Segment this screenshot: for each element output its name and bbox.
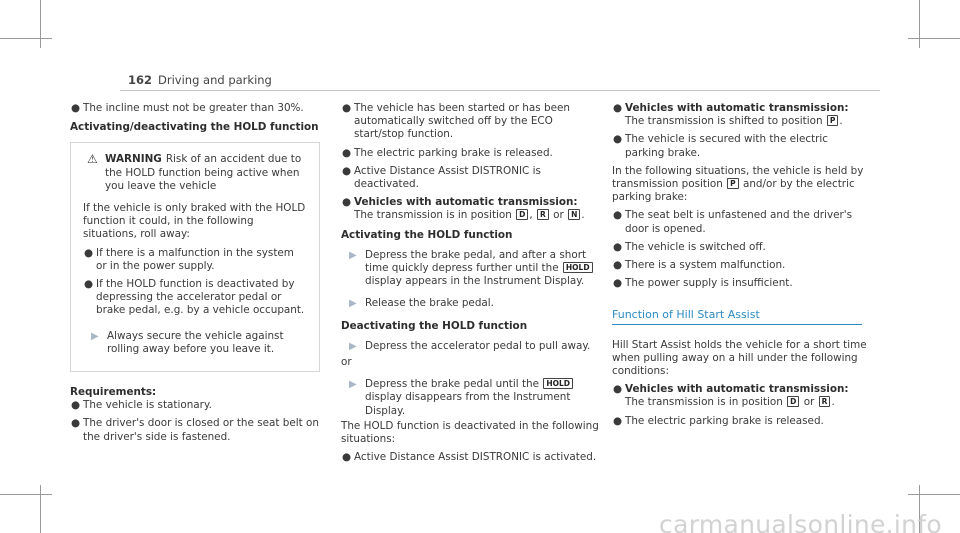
crop-mark (0, 494, 52, 495)
list-item: ● Active Distance Assist DISTRONIC is deactivated. (342, 164, 541, 191)
action-step: ▶ Depress the brake pedal until the HOLD display disappears from the Instrument Display. (341, 378, 599, 418)
list-item: ● If there is a malfunction in the system or in the power supply. (84, 246, 294, 272)
warning-lead: Risk of an accident due to the HOLD function being active when you leave the vehicle (105, 153, 302, 192)
gear-r-key-icon: R (819, 396, 831, 407)
gear-n-key-icon: N (568, 209, 580, 220)
action-step: ▶ Depress the brake pedal, and after a short time quickly depress further until the HOLD display appears in the Instrument Display. (341, 249, 599, 289)
crop-mark (40, 0, 41, 48)
section-name: Driving and parking (158, 73, 272, 87)
running-header (128, 74, 272, 87)
crop-mark (908, 494, 960, 495)
list-item: ● The driver's door is closed or the seat belt on the driver's side is fastened. (71, 417, 319, 443)
action-step: ▶ Always secure the vehicle against rolling away before you leave it. (91, 329, 284, 355)
action-arrow-icon: ▶ (349, 340, 357, 352)
list-item: ● Active Distance Assist DISTRONIC is activated. (342, 451, 597, 464)
list-item: ● Vehicles with automatic transmission: The transmission is in position D or R . (613, 383, 849, 409)
list-item: ● There is a system malfunction. (613, 259, 786, 272)
crop-mark (908, 38, 960, 39)
crop-mark (0, 38, 52, 39)
heading-activating-hold: Activating the HOLD function (341, 228, 513, 241)
column-2 (341, 102, 599, 469)
paragraph: The HOLD function is deactivated in the following situations: (341, 419, 599, 446)
bullet-icon: ● (342, 102, 352, 114)
list-item: ● The seat belt is unfastened and the driver's door is opened. (613, 209, 853, 235)
gear-d-key-icon: D (787, 396, 799, 407)
crop-mark (919, 0, 920, 48)
paragraph: Hill Start Assist holds the vehicle for a short time when pulling away on a hill under the following conditions: (612, 338, 867, 378)
paragraph: In the following situations, the vehicle is held by transmission position P and/or by the electric parking brake: (612, 164, 864, 204)
bullet-icon: ● (84, 246, 94, 259)
requirements-heading: Requirements: (70, 386, 157, 399)
list-item: ● The incline must not be greater than 30%. (71, 102, 304, 114)
action-arrow-icon: ▶ (349, 298, 357, 310)
list-item: ● The electric parking brake is released. (342, 146, 553, 159)
gear-d-key-icon: D (516, 209, 528, 220)
bullet-icon: ● (342, 451, 352, 464)
crop-mark (40, 485, 41, 533)
column-3 (612, 102, 870, 433)
bullet-icon: ● (613, 383, 623, 396)
bullet-icon: ● (613, 414, 623, 427)
warning-header (83, 153, 307, 193)
heading-deactivating-hold: Deactivating the HOLD function (341, 319, 528, 332)
header-rule (120, 90, 880, 91)
heading-activating-deactivating: Activating/deactivating the HOLD function (70, 121, 319, 134)
list-item: ● Vehicles with automatic transmission: The transmission is in position D , R or N . (342, 196, 585, 222)
list-item: ● The vehicle has been started or has been automatically switched off by the ECO start/stop function. (342, 102, 570, 141)
section-title-hill-start-assist: Function of Hill Start Assist (612, 308, 862, 324)
bullet-icon: ● (342, 164, 352, 177)
bullet-icon: ● (71, 399, 81, 412)
action-step: ▶ Depress the accelerator pedal to pull away. (349, 339, 591, 352)
gear-p-key-icon: P (727, 178, 739, 189)
hold-symbol-icon: HOLD (543, 378, 573, 389)
warning-title: WARNING (105, 153, 162, 166)
bullet-icon: ● (342, 196, 352, 209)
action-step: ▶ Release the brake pedal. (349, 297, 494, 310)
list-item: ● If the HOLD function is deactivated by depressing the accelerator pedal or brake pedal, e.g. by a vehicle occupant. (84, 278, 305, 317)
action-arrow-icon: ▶ (91, 330, 99, 342)
bullet-icon: ● (613, 240, 623, 253)
bullet-icon: ● (71, 417, 81, 430)
list-item: ● The power supply is insufficient. (613, 277, 793, 290)
bullet-icon: ● (613, 277, 623, 290)
column-1 (70, 102, 320, 449)
list-item: ● The electric parking brake is released. (613, 414, 824, 427)
hold-symbol-icon: HOLD (563, 262, 593, 273)
watermark: carmanualsonline.info (659, 509, 942, 533)
list-item: ● The vehicle is switched off. (613, 240, 766, 253)
bullet-icon: ● (84, 278, 94, 291)
bullet-icon: ● (613, 209, 623, 222)
bullet-icon: ● (342, 146, 352, 159)
or-separator: or (341, 356, 352, 369)
bullet-icon: ● (613, 102, 623, 114)
warning-box (70, 142, 320, 372)
bullet-icon: ● (613, 259, 623, 272)
action-arrow-icon: ▶ (349, 249, 357, 261)
warning-triangle-icon: ⚠ (87, 152, 98, 167)
list-item: ● The vehicle is secured with the electric parking brake. (613, 133, 829, 159)
gear-r-key-icon: R (537, 209, 549, 220)
gear-p-key-icon: P (827, 115, 839, 126)
bullet-icon: ● (613, 133, 623, 146)
action-arrow-icon: ▶ (349, 379, 357, 391)
bullet-icon: ● (71, 102, 81, 114)
list-item: ● The vehicle is stationary. (71, 399, 212, 412)
list-item: ● Vehicles with automatic transmission: The transmission is shifted to position P . (613, 102, 849, 128)
warning-body: If the vehicle is only braked with the HOLD function it could, in the following situations, roll away: (83, 202, 306, 241)
page-number: 162 (128, 73, 153, 87)
